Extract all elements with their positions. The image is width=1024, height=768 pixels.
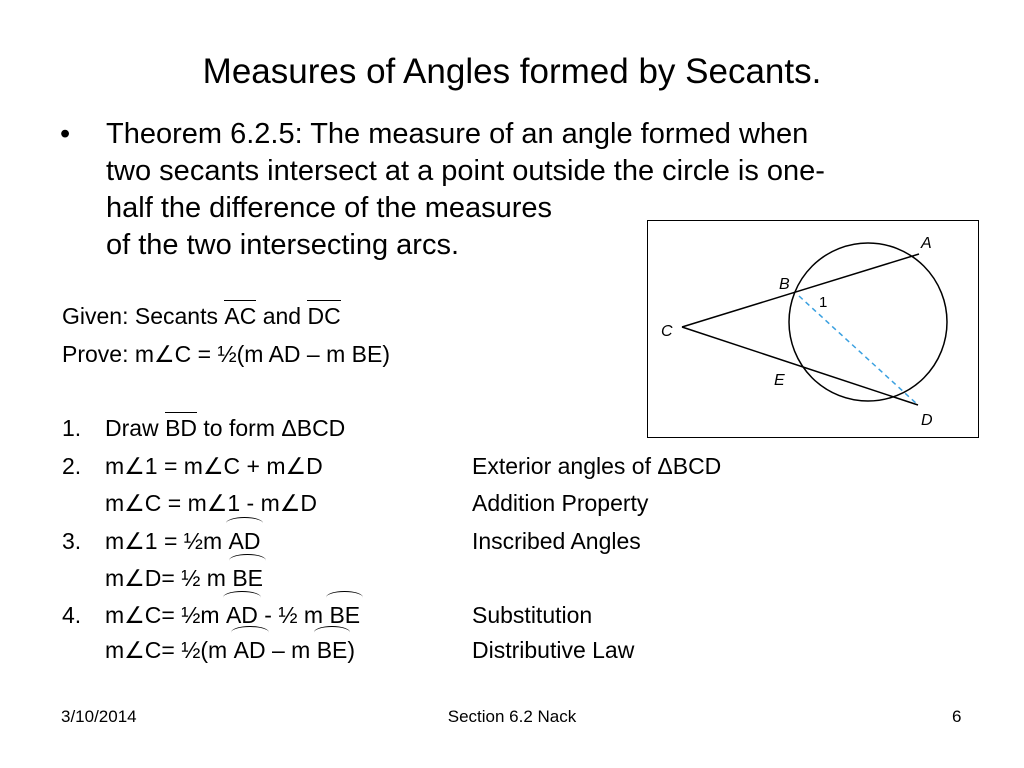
step-3-reason: Inscribed Angles xyxy=(472,528,641,554)
prove-line: Prove: m∠C = ½(m AD – m BE) xyxy=(62,341,390,367)
step-4b-reason: Distributive Law xyxy=(472,637,635,663)
arc-ad: AD xyxy=(225,602,258,628)
given-prefix: Given: Secants xyxy=(62,303,225,329)
segment-bd-dashed xyxy=(799,296,918,405)
theorem-line-3: half the difference of the measures xyxy=(106,192,553,224)
step-3-pre: m∠1 = ½m xyxy=(105,528,229,554)
circle xyxy=(789,243,947,401)
step-4b-post: ) xyxy=(347,637,356,663)
step-3-statement xyxy=(105,526,260,556)
step-3b-pre: m∠D= ½ m xyxy=(105,565,233,591)
label-d: D xyxy=(921,412,933,429)
theorem-line-1: Theorem 6.2.5: The measure of an angle formed when xyxy=(106,118,809,150)
footer-center: Section 6.2 Nack xyxy=(447,707,577,726)
step-4b-pre: m∠C= ½(m xyxy=(105,637,234,663)
label-a: A xyxy=(921,235,932,252)
slide-title: Measures of Angles formed by Secants. xyxy=(202,52,822,91)
step-2b-statement: m∠C = m∠1 - m∠D xyxy=(105,490,317,516)
label-angle-1: 1 xyxy=(819,294,828,311)
segment-bd: BD xyxy=(165,415,198,441)
step-4-reason: Substitution xyxy=(472,602,593,628)
step-4b-mid: – m xyxy=(265,637,317,663)
segment-dc: DC xyxy=(307,303,341,329)
step-4-statement xyxy=(105,600,360,630)
step-3b-statement xyxy=(105,563,263,593)
label-e: E xyxy=(774,372,785,389)
arc-be: BE xyxy=(329,602,361,628)
footer-page: 6 xyxy=(952,707,962,726)
step-4-mid: - ½ m xyxy=(257,602,330,628)
secant-cd xyxy=(682,327,918,405)
step-1-pre: Draw xyxy=(105,415,166,441)
step-2b-reason: Addition Property xyxy=(472,490,649,516)
arc-be: BE xyxy=(232,565,264,591)
step-1-post: to form ΔBCD xyxy=(197,415,346,441)
arc-ad: AD xyxy=(228,528,261,554)
theorem-line-4: of the two intersecting arcs. xyxy=(106,229,459,261)
bullet-dot: • xyxy=(60,118,71,150)
step-4-pre: m∠C= ½m xyxy=(105,602,226,628)
label-b: B xyxy=(779,276,790,293)
step-2-statement: m∠1 = m∠C + m∠D xyxy=(105,453,323,479)
segment-ac: AC xyxy=(224,303,257,329)
given-mid: and xyxy=(256,303,308,329)
step-4-number: 4. xyxy=(62,602,82,628)
step-3-number: 3. xyxy=(62,528,82,554)
step-1-number: 1. xyxy=(62,415,82,441)
given-line xyxy=(62,301,341,331)
secant-ca xyxy=(682,254,919,327)
step-4b-statement xyxy=(105,635,355,665)
label-c: C xyxy=(661,323,673,340)
arc-ad: AD xyxy=(233,637,266,663)
footer-date: 3/10/2014 xyxy=(61,707,137,726)
step-2-reason: Exterior angles of ΔBCD xyxy=(472,453,722,479)
step-2-number: 2. xyxy=(62,453,82,479)
arc-be: BE xyxy=(316,637,348,663)
secant-diagram xyxy=(647,220,979,438)
theorem-line-2: two secants intersect at a point outside the circle is one- xyxy=(106,155,825,187)
secant-diagram-svg xyxy=(648,221,977,436)
step-1-statement xyxy=(105,413,345,443)
